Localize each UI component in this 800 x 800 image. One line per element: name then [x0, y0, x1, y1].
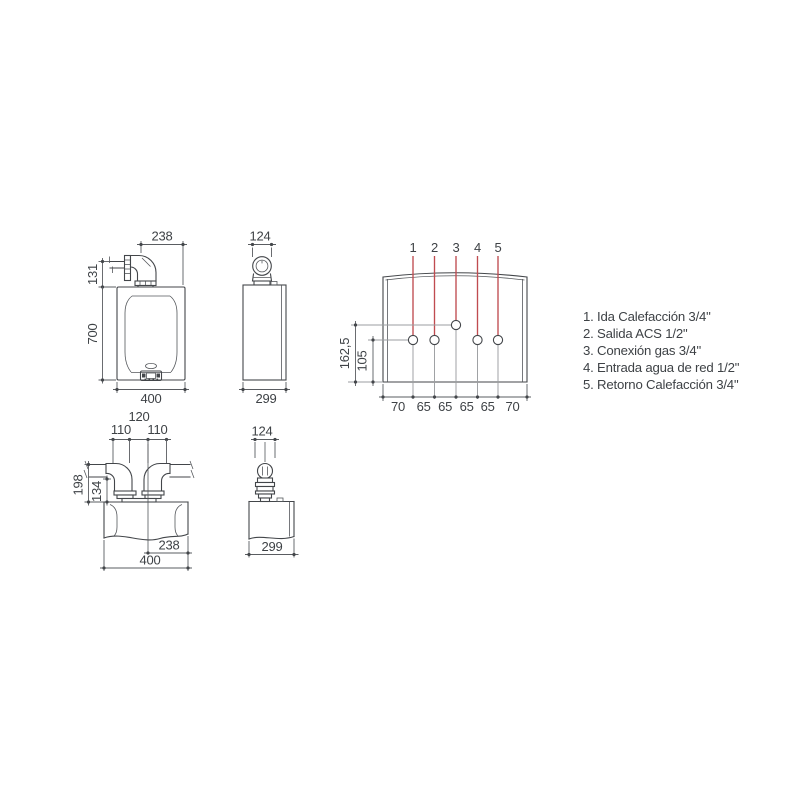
spacing-65-3: 65 [459, 399, 474, 414]
boiler-body-side-bottom [249, 498, 294, 539]
spacing-65-1: 65 [416, 399, 431, 414]
dim-label-400-bottom: 400 [139, 552, 161, 568]
dim-port-spacings [379, 384, 531, 414]
conn-number-5: 5 [494, 240, 502, 255]
dim-side-depth [239, 382, 290, 406]
flue-collar-icon [253, 257, 272, 285]
conn-number-2: 2 [430, 240, 439, 255]
port-3 [451, 320, 460, 329]
dim-label-110-right: 110 [147, 422, 168, 437]
port-4 [473, 335, 482, 344]
dim-side-depth-bottom [245, 539, 299, 558]
side-view-top [239, 229, 290, 407]
dim-conn-height [355, 336, 375, 386]
legend-item-2: 2. Salida ACS 1/2" [583, 326, 688, 341]
flue-elbow-icon [110, 256, 157, 288]
conn-number-3: 3 [452, 240, 460, 255]
dim-label-400-top: 400 [140, 391, 162, 406]
dim-label-162-5: 162,5 [337, 337, 352, 370]
dim-label-134: 134 [89, 480, 104, 503]
dim-label-124-top: 124 [249, 228, 271, 244]
dim-twin-flue-spacing [109, 409, 171, 463]
dim-collar-height [89, 476, 111, 506]
dim-label-700: 700 [85, 323, 100, 345]
dim-label-120: 120 [128, 409, 150, 424]
dim-label-238-bottom: 238 [158, 537, 180, 553]
port-2 [430, 335, 439, 344]
dim-label-198: 198 [70, 474, 86, 496]
dim-label-105: 105 [354, 350, 370, 372]
dim-front-body-height [85, 287, 116, 384]
dim-label-238-top: 238 [151, 228, 173, 244]
spacing-65-2: 65 [438, 399, 453, 414]
twin-flue-view [71, 409, 195, 571]
spacing-65-4: 65 [480, 399, 495, 414]
legend [583, 309, 740, 392]
dim-front-body-width [113, 382, 189, 406]
dim-label-299-top: 299 [255, 391, 277, 406]
port-5 [493, 335, 502, 344]
dim-label-110-left: 110 [110, 422, 132, 437]
conn-number-4: 4 [473, 240, 482, 255]
spacing-70-right: 70 [505, 399, 520, 414]
legend-item-5: 5. Retorno Calefacción 3/4" [583, 377, 739, 392]
boiler-body-side [243, 285, 286, 380]
dim-side-flue [248, 229, 276, 258]
side-view-bottom [245, 424, 299, 558]
legend-item-3: 3. Conexión gas 3/4" [583, 343, 701, 358]
connections-view [337, 240, 531, 414]
dim-front-flue-height [85, 258, 116, 290]
legend-item-4: 4. Entrada agua de red 1/2" [583, 360, 740, 375]
port-1 [408, 335, 417, 344]
dim-label-131: 131 [85, 263, 100, 286]
legend-item-1: 1. Ida Calefacción 3/4" [583, 309, 711, 324]
dim-label-124-bottom: 124 [251, 423, 273, 439]
conn-number-1: 1 [409, 240, 417, 255]
flue-adapter-icon [256, 442, 275, 502]
dim-label-299-bottom: 299 [261, 539, 283, 554]
front-view [85, 229, 189, 407]
spacing-70-left: 70 [390, 399, 406, 414]
